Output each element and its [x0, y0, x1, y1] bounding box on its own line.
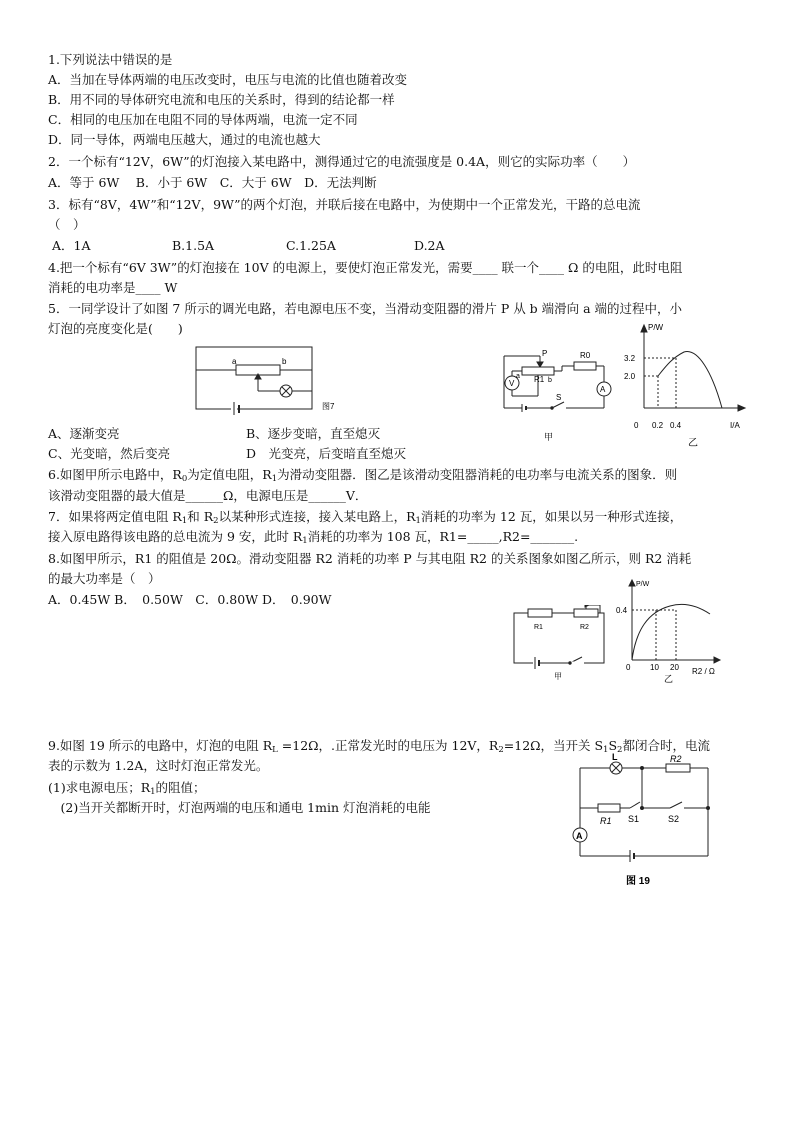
q5-fig-label-a: a — [232, 357, 237, 366]
q8-circuit-label-r1: R1 — [534, 624, 543, 631]
q8-graph-ytick-0-4: 0.4 — [616, 606, 628, 615]
q9-line1: 9.如图 19 所示的电路中，灯泡的电阻 $R_L =12\Omega$，.正常发光时的电压为 12V，$R_2=12\Omega$，当开关 $S_1S_2$都闭合时，电流 — [48, 738, 710, 755]
q8-graph-caption-yi: 乙 — [664, 674, 674, 684]
q3-option-b: B.1.5A — [172, 238, 215, 253]
q7-line2: 接入原电路得该电路的总电流为 9 安，此时 $R_1$消耗的功率为 108 瓦，R1=_____,R2=_______. — [48, 529, 579, 546]
q9-line2: 表的示数为 1.2A，这时灯泡正常发光。 — [48, 758, 269, 773]
q6-graph-xtick-0-4: 0.4 — [670, 421, 682, 430]
q6-circuit-figure-jia — [500, 346, 624, 446]
q9-fig-label-s1: S1 — [628, 814, 640, 824]
q1-option-b: B．用不同的导体研究电流和电压的关系时，得到的结论都一样 — [48, 92, 395, 107]
q6-circuit-label-r0: R0 — [580, 351, 591, 360]
q6-graph-xtick-0-2: 0.2 — [652, 421, 664, 430]
q5-fig-label-b: b — [282, 357, 287, 366]
q6-graph-ylabel: P/W — [648, 323, 664, 332]
q5-fig-caption: 图7 — [322, 402, 335, 411]
q5-option-c: C、光变暗，然后变亮 — [48, 446, 171, 461]
q8-circuit-label-r2: R2 — [580, 624, 589, 631]
q8-graph-xtick-20: 20 — [670, 663, 679, 672]
q3-option-a: A．1A — [52, 238, 91, 253]
q8-circuit-caption-jia: 甲 — [554, 672, 562, 681]
q6-graph-ytick-2-0: 2.0 — [624, 372, 636, 381]
q5-option-a: A、逐渐变亮 — [48, 426, 120, 441]
q2-stem: 2．一个标有“12V，6W”的灯泡接入某电路中，测得通过它的电流强度是 0.4A，则它的实际功率（ ） — [48, 154, 636, 169]
q8-graph-ylabel: P/W — [636, 581, 650, 588]
q8-graph-xtick-10: 10 — [650, 663, 659, 672]
q1-option-c: C．相同的电压加在电阻不同的导体两端，电流一定不同 — [48, 112, 358, 127]
q9-fig-label-r2: R2 — [670, 754, 682, 764]
q6-graph-caption-yi: 乙 — [688, 438, 698, 449]
q8-line1: 8.如图甲所示，R1 的阻值是 20Ω。滑动变阻器 R2 消耗的功率 P 与其电阻 R2 的关系图象如图乙所示，则 R2 消耗 — [48, 551, 692, 566]
q9-fig-label-r1: R1 — [600, 816, 612, 826]
q8-power-resistance-graph-yi — [614, 578, 728, 686]
q9-circuit-figure-19 — [570, 752, 720, 892]
q6-graph-xtick-0: 0 — [634, 421, 639, 430]
q8-line2: 的最大功率是（ ） — [48, 571, 161, 586]
q6-circuit-label-p: P — [542, 349, 548, 358]
q7-line1: 7．如果将两定值电阻 $R_1$和 $R_2$以某种形式连接，接入某电路上，$R_1$消耗的功率为 12 瓦，如果以另一种形式连接， — [48, 509, 683, 526]
q6-circuit-label-a: a — [516, 373, 520, 380]
q6-power-current-graph-yi — [624, 320, 764, 456]
q8-options: A．0.45W B． 0.50W C．0.80W D． 0.90W — [48, 592, 332, 607]
q5-option-d: D 光变亮，后变暗直至熄灭 — [246, 446, 407, 461]
q4-line1: 4.把一个标有“6V 3W”的灯泡接在 10V 的电源上，要使灯泡正常发光，需要____ 联一个____ Ω 的电阻，此时电阻 — [48, 260, 683, 275]
q8-graph-xlabel: R2 / Ω — [692, 667, 715, 676]
q6-graph-xlabel: I/A — [730, 421, 740, 430]
q6-circuit-label-b: b — [548, 377, 552, 384]
q6-circuit-caption-jia: 甲 — [544, 432, 554, 442]
q1-stem: 1.下列说法中错误的是 — [48, 52, 173, 67]
q1-option-a: A．当加在导体两端的电压改变时，电压与电流的比值也随着改变 — [48, 72, 408, 87]
q5-line2: 灯泡的亮度变化是( ) — [48, 321, 183, 336]
q6-circuit-voltmeter-v: V — [509, 379, 515, 388]
q6-line1: 6.如图甲所示电路中，$R_0$为定值电阻，$R_1$为滑动变阻器．图乙是该滑动变阻器消耗的电功率与电流关系的图象．则 — [48, 467, 678, 484]
q9-fig-ammeter-a: A — [576, 831, 583, 841]
q6-circuit-label-s: S — [556, 393, 562, 402]
q9-fig-label-lamp: L — [612, 752, 618, 762]
q3-option-c: C.1.25A — [286, 238, 336, 253]
q3-option-d: D.2A — [414, 238, 445, 253]
q4-line2: 消耗的电功率是____ W — [48, 280, 178, 295]
q9-subq1: (1)求电源电压；$R_1$的阻值； — [48, 780, 206, 797]
q6-circuit-label-r1: R1 — [534, 375, 545, 384]
q2-options: A．等于 6W B．小于 6W C．大于 6W D．无法判断 — [48, 175, 377, 190]
q8-circuit-figure-jia — [508, 605, 610, 685]
q6-line2: 该滑动变阻器的最大值是______Ω，电源电压是______V． — [48, 488, 368, 503]
q9-fig-label-s2: S2 — [668, 814, 680, 824]
q5-dimmer-circuit-figure — [190, 343, 350, 415]
q9-subq2: (2)当开关都断开时，灯泡两端的电压和通电 1min 灯泡消耗的电能 — [48, 800, 431, 815]
q3-stem-line2: （ ） — [48, 217, 86, 232]
q5-line1: 5．一同学设计了如图 7 所示的调光电路，若电源电压不变，当滑动变阻器的滑片 P 从 b 端滑向 a 端的过程中，小 — [48, 301, 683, 316]
q3-stem-line1: 3．标有“8V，4W”和“12V，9W”的两个灯泡，并联后接在电路中，为使期中一个正常发光，干路的总电流 — [48, 197, 641, 212]
q9-fig-caption: 图 19 — [626, 876, 650, 887]
q6-graph-ytick-3-2: 3.2 — [624, 354, 636, 363]
q5-option-b: B、逐步变暗，直至熄灭 — [246, 426, 381, 441]
q1-option-d: D．同一导体，两端电压越大，通过的电流也越大 — [48, 132, 321, 147]
q6-circuit-ammeter-a: A — [600, 385, 606, 394]
q8-graph-xtick-0: 0 — [626, 663, 631, 672]
